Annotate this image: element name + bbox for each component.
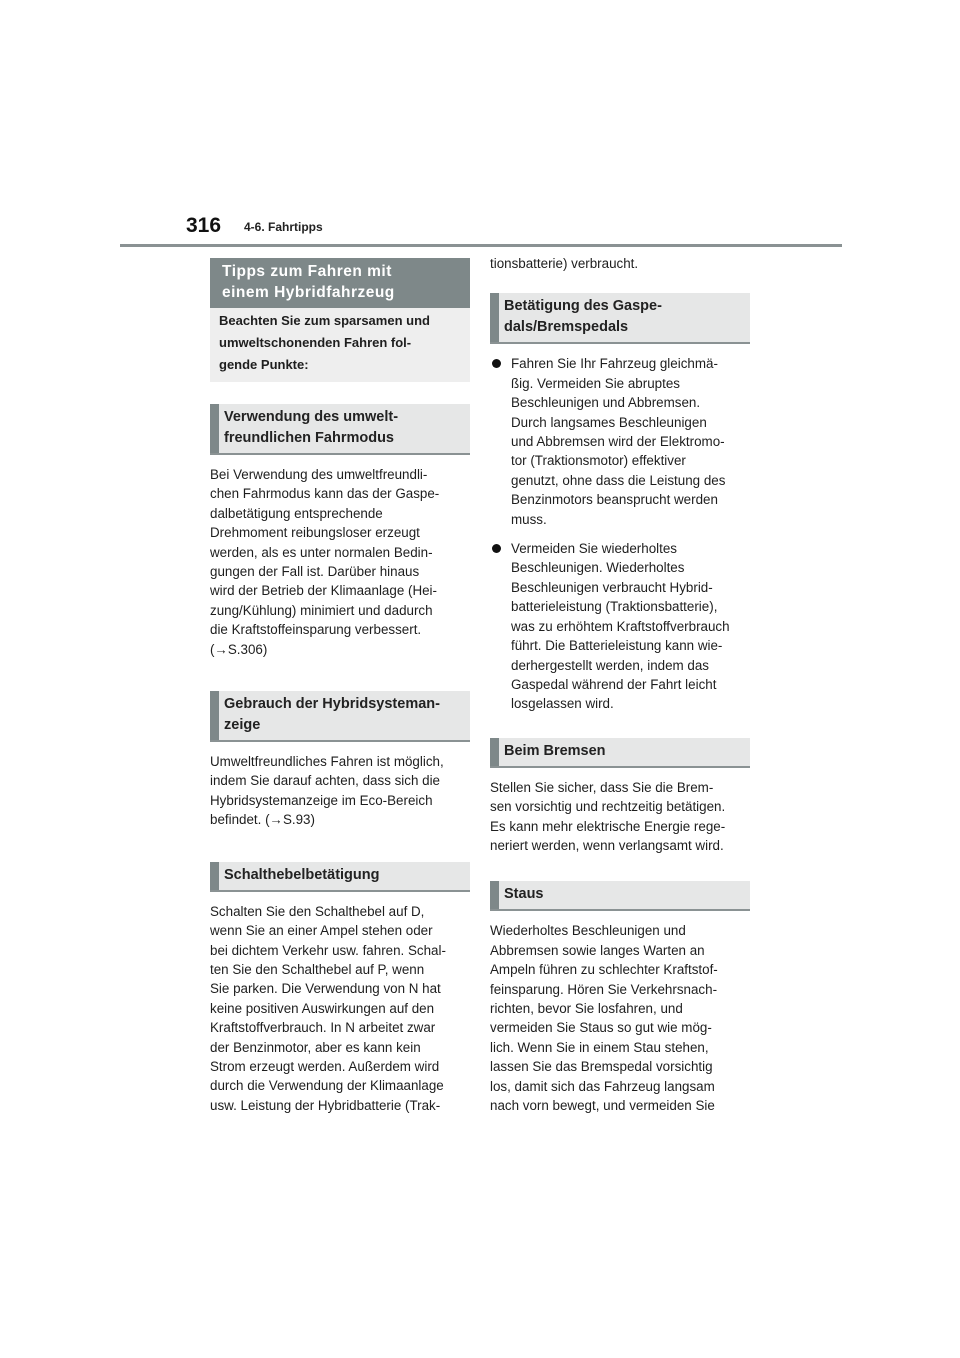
right-column: [490, 258, 750, 1115]
heading-pedals: [490, 293, 750, 344]
hybrid-indicator-text: Umweltfreundliches Fahren ist möglich, indem Sie darauf achten, dass sich die Hybridsystemanzeige im Eco-Bereich befindet. (→S.93): [210, 754, 444, 828]
heading-shift-lever: [210, 862, 470, 892]
shift-lever-text: Schalten Sie den Schalthebel auf D, wenn Sie an einer Ampel stehen oder bei dichtem Verkehr usw. fahren. Schal- ten Sie den Schalthebel auf P, wenn Sie parken. Die Verwendung von N hat keine positiven Auswirkungen auf den Kraftstoffverbrauch. In N arbeitet zwar der Benzinmotor, aber es kann kein Strom erzeugt werden. Außerdem wird durch die Verwendung der Klimaanlage usw. Leistung der Hybridbatterie (Trak-: [210, 903, 446, 1113]
heading-text: Gebrauch der Hybridsysteman- zeige: [224, 696, 440, 734]
continued-text: tionsbatterie) verbraucht.: [490, 256, 639, 271]
braking-text: Stellen Sie sicher, dass Sie die Brem- sen vorsichtig und rechtzeitig betätigen. Es kann mehr elektrische Energie rege- neriert werden, wenn verlangsamt wird.: [490, 779, 726, 853]
heading-bar: [490, 293, 499, 342]
left-column: [210, 258, 470, 1115]
list-item: [490, 539, 750, 714]
heading-text: Beim Bremsen: [504, 742, 606, 759]
heading-hybrid-indicator: [210, 691, 470, 742]
heading-bar: [210, 404, 219, 453]
bullet-text: Fahren Sie Ihr Fahrzeug gleichmä- ßig. Vermeiden Sie abruptes Beschleunigen und Abbremsen. Durch langsames Beschleunigen und Abbremsen wird der Elektromo- tor (Traktionsmotor) effektiver genutzt, ohne dass die Leistung des Benzinmotors beansprucht werden muss.: [511, 356, 726, 527]
bullet-text: Vermeiden Sie wiederholtes Beschleunigen. Wiederholtes Beschleunigen verbraucht Hybrid- batterieleistung (Traktionsbatterie), was zu erhöhtem Kraftstoffverbrauch führt. Die Batterieleistung kann wie- derhergestellt werden, indem das Gaspedal während der Fahrt leicht losgelassen wird.: [511, 541, 730, 712]
header-rule: [120, 244, 842, 247]
intro-note: Beachten Sie zum sparsamen und umweltschonenden Fahren fol- gende Punkte:: [210, 308, 470, 382]
heading-text: Staus: [504, 886, 544, 903]
heading-bar: [210, 862, 219, 890]
heading-text: Betätigung des Gaspe- dals/Bremspedals: [504, 298, 662, 336]
heading-bar: [210, 691, 219, 740]
eco-mode-text: Bei Verwendung des umweltfreundli- chen Fahrmodus kann das der Gaspe- dalbetätigung entsprechende Drehmoment reibungsloser erzeugt werden, als es unter normalen Bedin- gungen der Fall ist. Darüber hinaus wird der Betrieb der Klimaanlage (Hei- zung/Kühlung) minimiert und dadurch die Kraftstoffeinsparung verbessert. (→S.306): [210, 467, 440, 657]
bullet-icon: [492, 544, 501, 553]
heading-traffic-jams: [490, 881, 750, 911]
bullet-icon: [492, 359, 501, 368]
heading-bar: [490, 881, 499, 909]
heading-eco-mode: [210, 404, 470, 455]
chapter-label: 4-6. Fahrtipps: [244, 220, 323, 234]
list-item: [490, 354, 750, 529]
heading-text: Schalthebelbetätigung: [224, 866, 380, 883]
traffic-jams-text: Wiederholtes Beschleunigen und Abbremsen sowie langes Warten an Ampeln führen zu schlechter Kraftstof- feinsparung. Hören Sie Verkehrsnach- richten, bevor Sie losfahren, und vermeiden Sie Staus so gut wie mög- lich. Wenn Sie in einem Stau stehen, lassen Sie das Bremspedal vorsichtig los, damit sich das Fahrzeug langsam nach vorn bewegt, und vermeiden Sie: [490, 923, 718, 1113]
heading-bar: [490, 738, 499, 766]
section-title: Tipps zum Fahren mit einem Hybridfahrzeug: [210, 258, 470, 308]
heading-text: Verwendung des umwelt- freundlichen Fahrmodus: [224, 409, 399, 446]
page-number: 316: [186, 214, 222, 237]
heading-braking: [490, 738, 750, 768]
